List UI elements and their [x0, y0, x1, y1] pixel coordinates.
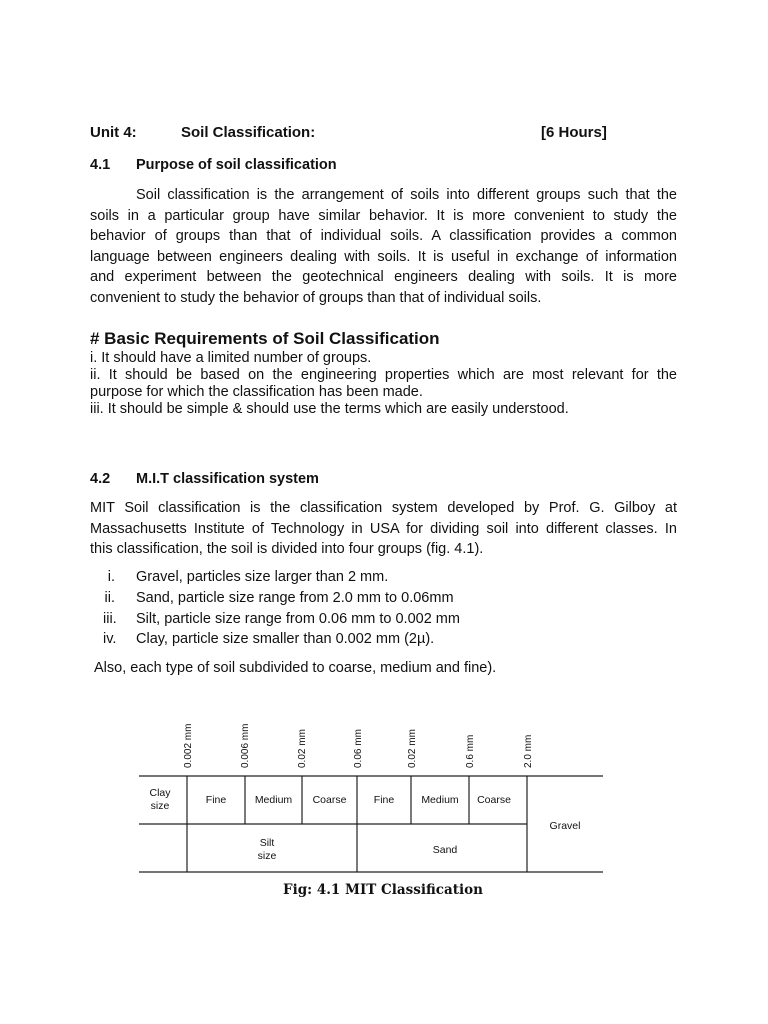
- silt-coarse-cell: Coarse: [312, 794, 347, 806]
- requirement-item: iii. It should be simple & should use the terms which are easily understood.: [90, 401, 569, 417]
- gravel-cell: Gravel: [549, 820, 581, 832]
- size-label: 2.0 mm: [523, 734, 534, 768]
- paragraph-line: MIT Soil classification is the classification system developed by Prof. G. Gilboy at: [90, 500, 677, 516]
- list-number: ii.: [104, 590, 115, 606]
- silt-size-label: size: [257, 850, 277, 862]
- requirements-heading: # Basic Requirements of Soil Classification: [90, 329, 440, 348]
- paragraph-line: Massachusetts Institute of Technology in USA for dividing soil into different classes. In: [90, 520, 677, 537]
- paragraph-line: Soil classification is the arrangement of soils into different groups such that the: [136, 187, 677, 203]
- silt-medium-cell: Medium: [254, 794, 293, 806]
- size-label: 0.002 mm: [183, 723, 194, 768]
- list-number: iv.: [103, 631, 117, 647]
- paragraph-line: this classification, the soil is divided into four groups (fig. 4.1).: [90, 541, 484, 557]
- purpose-paragraph: [90, 185, 677, 308]
- requirement-item: i. It should have a limited number of groups.: [90, 350, 372, 366]
- section-number-4-2: 4.2: [90, 471, 111, 487]
- unit-hours: [6 Hours]: [541, 124, 607, 141]
- paragraph-line: convenient to study the behavior of groups than that of individual soils.: [90, 289, 542, 306]
- list-text: Sand, particle size range from 2.0 mm to 0.06mm: [136, 590, 454, 606]
- list-text: Gravel, particles size larger than 2 mm.: [136, 569, 389, 585]
- mit-paragraph: [90, 498, 677, 560]
- sand-fine-cell: Fine: [373, 794, 395, 806]
- list-text: Clay, particle size smaller than 0.002 mm (2µ).: [136, 631, 435, 647]
- unit-title: Soil Classification:: [181, 124, 316, 141]
- clay-size-label: size: [150, 800, 170, 812]
- size-label: 0.006 mm: [240, 723, 251, 768]
- section-heading-4-1: Purpose of soil classification: [136, 157, 337, 173]
- requirement-item-continued: purpose for which the classification has been made.: [90, 384, 423, 400]
- figure-caption: Fig: 4.1 MIT Classification: [283, 882, 483, 898]
- size-label: 0.02 mm: [407, 729, 418, 768]
- paragraph-line: language between engineers dealing with soils. It is useful in exchange of information: [90, 248, 677, 265]
- list-text: Silt, particle size range from 0.06 mm to 0.002 mm: [136, 611, 460, 627]
- clay-label: Clay: [149, 787, 171, 799]
- silt-label: Silt: [259, 837, 275, 849]
- section-heading-4-2: M.I.T classification system: [136, 471, 319, 487]
- sand-medium-cell: Medium: [421, 794, 459, 806]
- list-number: i.: [107, 569, 115, 585]
- requirement-item: ii. It should be based on the engineering properties which are most relevant for the: [90, 367, 677, 383]
- unit-label: Unit 4:: [90, 124, 137, 141]
- sand-coarse-cell: Coarse: [477, 794, 511, 806]
- silt-size-cell: [247, 837, 287, 863]
- size-label: 0.06 mm: [353, 729, 364, 768]
- paragraph-line: behavior of groups than that of individual soils. A classification provides a common: [90, 228, 677, 244]
- list-number: iii.: [103, 611, 117, 627]
- subdivision-note: Also, each type of soil subdivided to coarse, medium and fine).: [94, 660, 497, 676]
- section-number-4-1: 4.1: [90, 157, 111, 173]
- size-label: 0.02 mm: [297, 729, 308, 768]
- paragraph-line: soils in a particular group have similar behavior. It is more convenient to study the: [90, 207, 677, 224]
- paragraph-line: and experiment between the geotechnical engineers dealing with soils. It is more: [90, 269, 677, 285]
- clay-size-cell: [140, 787, 180, 813]
- silt-fine-cell: Fine: [205, 794, 227, 806]
- requirements-list: [90, 350, 677, 418]
- size-label: 0.6 mm: [465, 734, 476, 768]
- sand-cell: Sand: [432, 844, 458, 856]
